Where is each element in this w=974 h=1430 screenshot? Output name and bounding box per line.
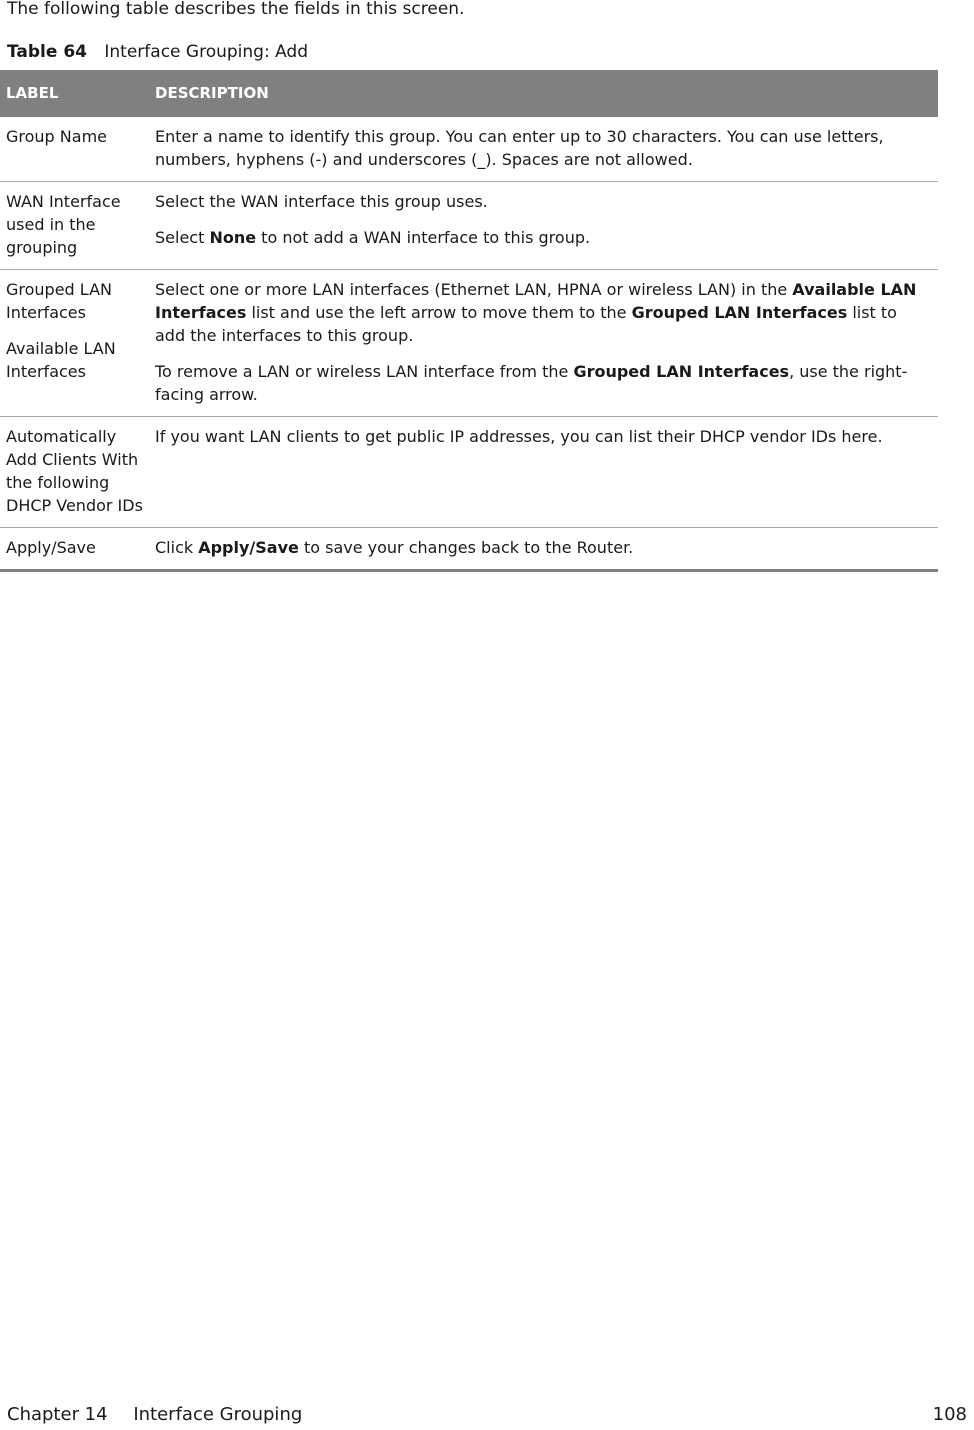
header-description: DESCRIPTION — [149, 70, 938, 117]
label-line: Available LAN Interfaces — [6, 339, 116, 381]
table-row — [0, 117, 938, 182]
footer-title: Interface Grouping — [133, 1404, 303, 1425]
table-row — [0, 182, 938, 270]
description-paragraph: Select the WAN interface this group uses. — [155, 192, 488, 211]
description-paragraph: If you want LAN clients to get public IP addresses, you can list their DHCP vendor IDs here. — [155, 427, 883, 446]
row-description — [149, 270, 938, 417]
text-run: list to add the interfaces to this group. — [155, 303, 897, 345]
text-run: , use the right-facing arrow. — [155, 362, 908, 404]
description-paragraph — [155, 226, 932, 249]
intro-text: The following table describes the fields in this screen. — [7, 0, 465, 19]
table-row — [0, 270, 938, 417]
row-label: Automatically Add Clients With the following DHCP Vendor IDs — [0, 417, 149, 528]
bold-term: Available LAN Interfaces — [155, 280, 917, 322]
page-footer — [7, 1404, 967, 1425]
field-description-table — [0, 70, 938, 572]
bold-term: Grouped LAN Interfaces — [631, 303, 848, 322]
table-row — [0, 528, 938, 571]
row-label: WAN Interface used in the grouping — [0, 182, 149, 270]
row-label: Group Name — [0, 117, 149, 182]
header-label: LABEL — [0, 70, 149, 117]
page-number: 108 — [932, 1404, 967, 1425]
table-header-row — [0, 70, 938, 117]
row-description — [149, 182, 938, 270]
table-number: Table 64 — [7, 42, 87, 62]
text-run: list and use the left arrow to move them to the — [246, 303, 632, 322]
row-description — [149, 417, 938, 528]
table-row — [0, 417, 938, 528]
description-paragraph — [155, 278, 932, 347]
row-description — [149, 528, 938, 571]
bold-term: Grouped LAN Interfaces — [573, 362, 790, 381]
text-run: To remove a LAN or wireless LAN interface from the — [155, 362, 574, 381]
text-run: Click — [155, 538, 199, 557]
row-label: Apply/Save — [0, 528, 149, 571]
text-run: to not add a WAN interface to this group. — [256, 228, 591, 247]
text-run: Select — [155, 228, 210, 247]
text-run: to save your changes back to the Router. — [298, 538, 634, 557]
bold-term: None — [209, 228, 257, 247]
description-paragraph — [155, 360, 932, 406]
table-title: Interface Grouping: Add — [104, 42, 308, 62]
footer-chapter: Chapter 14 — [7, 1404, 108, 1425]
row-label — [0, 270, 149, 417]
text-run: Select one or more LAN interfaces (Ethernet LAN, HPNA or wireless LAN) in the — [155, 280, 793, 299]
row-description — [149, 117, 938, 182]
description-paragraph — [155, 536, 932, 559]
table-caption — [7, 42, 308, 62]
bold-term: Apply/Save — [198, 538, 299, 557]
label-line: Grouped LAN Interfaces — [6, 280, 112, 322]
description-paragraph: Enter a name to identify this group. You can enter up to 30 characters. You can use letters, numbers, hyphens (-) and underscores (_). Spaces are not allowed. — [155, 127, 884, 169]
